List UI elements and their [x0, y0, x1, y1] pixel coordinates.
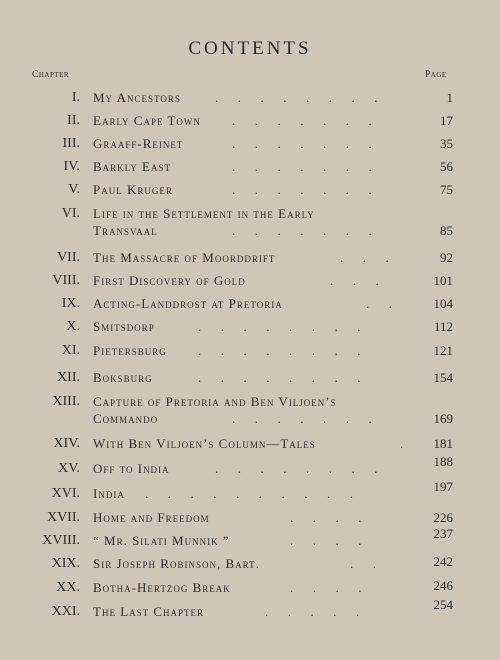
page-number: 35 [440, 136, 453, 151]
page-number: 254 [433, 597, 453, 612]
chapter-title: India [93, 486, 125, 501]
page-number: 237 [433, 526, 453, 541]
chapter-title: Sir Joseph Robinson, Bart. [93, 556, 260, 571]
leader-dots: . . . . . . . . [198, 343, 361, 358]
page-number: 246 [433, 578, 453, 593]
leader-dots: . . . . . . . [232, 136, 372, 151]
leader-dots: . . . . . . . [232, 159, 372, 174]
page-title: CONTENTS [188, 38, 312, 59]
chapter-title-continued: Commando [93, 411, 159, 426]
chapter-number: VIII. [52, 273, 80, 288]
leader-dots: . . . . [290, 533, 362, 548]
page-number: 75 [440, 182, 453, 197]
chapter-number: XV. [58, 461, 80, 476]
leader-dots: . . . . [290, 510, 362, 525]
page-number: 188 [433, 454, 453, 469]
chapter-number: II. [67, 113, 80, 128]
chapter-title: The Last Chapter [93, 604, 205, 619]
chapter-number: IV. [63, 159, 80, 174]
leader-dots: . . . [340, 250, 389, 265]
page-number: 242 [433, 554, 453, 569]
chapter-number: XI. [61, 343, 80, 358]
chapter-title: Graaff-Reinet [93, 136, 184, 151]
leader-dots: . . . . . [265, 604, 360, 619]
leader-dots: . . . [330, 273, 379, 288]
chapter-number: XIV. [53, 436, 80, 451]
chapter-title: My Ancestors [93, 90, 181, 105]
chapter-title: Capture of Pretoria and Ben Viljoen’s [93, 394, 337, 409]
page-number: 1 [446, 90, 453, 105]
page-number: 154 [433, 370, 453, 385]
page-number: 92 [440, 250, 453, 265]
chapter-title: Home and Freedom [93, 510, 210, 525]
chapter-title: The Massacre of Moorddrift [93, 250, 276, 265]
leader-dots: . . [350, 556, 376, 571]
chapter-number: XX. [56, 580, 80, 595]
chapter-number: XIX. [51, 556, 80, 571]
chapter-number: I. [71, 90, 80, 105]
chapter-title: Pietersburg [93, 343, 167, 358]
leader-dots: . . . . . . . [232, 182, 372, 197]
chapter-title-continued: Transvaal [93, 223, 158, 238]
chapter-number: X. [66, 319, 80, 334]
page-number: 56 [440, 159, 453, 174]
leader-dots: . . . . [290, 580, 362, 595]
leader-dots: . . . . . . . . [198, 319, 361, 334]
chapter-number: XVI. [51, 486, 80, 501]
chapter-title: Acting-Landdrost at Pretoria [93, 296, 283, 311]
chapter-title: With Ben Viljoen’s Column—Tales [93, 436, 316, 451]
leader-dots: . . . . . . . . . . [145, 486, 353, 501]
page-number: 169 [433, 411, 453, 426]
chapter-title: Boksburg [93, 370, 153, 385]
chapter-number: XIII. [52, 394, 80, 409]
leader-dots: . . . . . . . [232, 223, 372, 238]
page-number: 104 [433, 296, 453, 311]
leader-dots: . . . . . . . [232, 411, 372, 426]
chapter-number: VII. [57, 250, 80, 265]
page-number: 85 [440, 223, 453, 238]
chapter-title: Barkly East [93, 159, 171, 174]
chapter-number: XII. [57, 370, 80, 385]
chapter-number: XVII. [46, 510, 80, 525]
page-column-header: Page [425, 70, 447, 80]
chapter-title: First Discovery of Gold [93, 273, 246, 288]
chapter-column-header: Chapter [32, 70, 70, 80]
chapter-title: “ Mr. Silati Munnik ” [93, 533, 230, 548]
chapter-title: Botha-Hertzog Break [93, 580, 231, 595]
leader-dots: . . [366, 296, 392, 311]
leader-dots: . . . . . . . . [215, 461, 378, 476]
leader-dots: . [400, 436, 404, 451]
chapter-title: Paul Kruger [93, 182, 173, 197]
page-number: 197 [433, 479, 453, 494]
page-number: 101 [433, 273, 453, 288]
page-number: 226 [433, 510, 453, 525]
page-number: 181 [433, 436, 453, 451]
chapter-number: IX. [61, 296, 80, 311]
chapter-title: Smitsdorp [93, 319, 155, 334]
chapter-title: Off to India [93, 461, 170, 476]
leader-dots: . . . . . . . [232, 113, 372, 128]
chapter-title: Early Cape Town [93, 113, 201, 128]
chapter-number: V. [68, 182, 80, 197]
leader-dots: . . . . . . . . [198, 370, 361, 385]
page-number: 112 [433, 319, 453, 334]
leader-dots: . . . . . . . . [215, 90, 378, 105]
chapter-title: Life in the Settlement in the Early [93, 206, 315, 221]
chapter-number: XXI. [51, 604, 80, 619]
page-number: 121 [433, 343, 453, 358]
page-number: 17 [440, 113, 453, 128]
chapter-number: VI. [61, 206, 80, 221]
chapter-number: III. [62, 136, 80, 151]
chapter-number: XVIII. [42, 533, 80, 548]
